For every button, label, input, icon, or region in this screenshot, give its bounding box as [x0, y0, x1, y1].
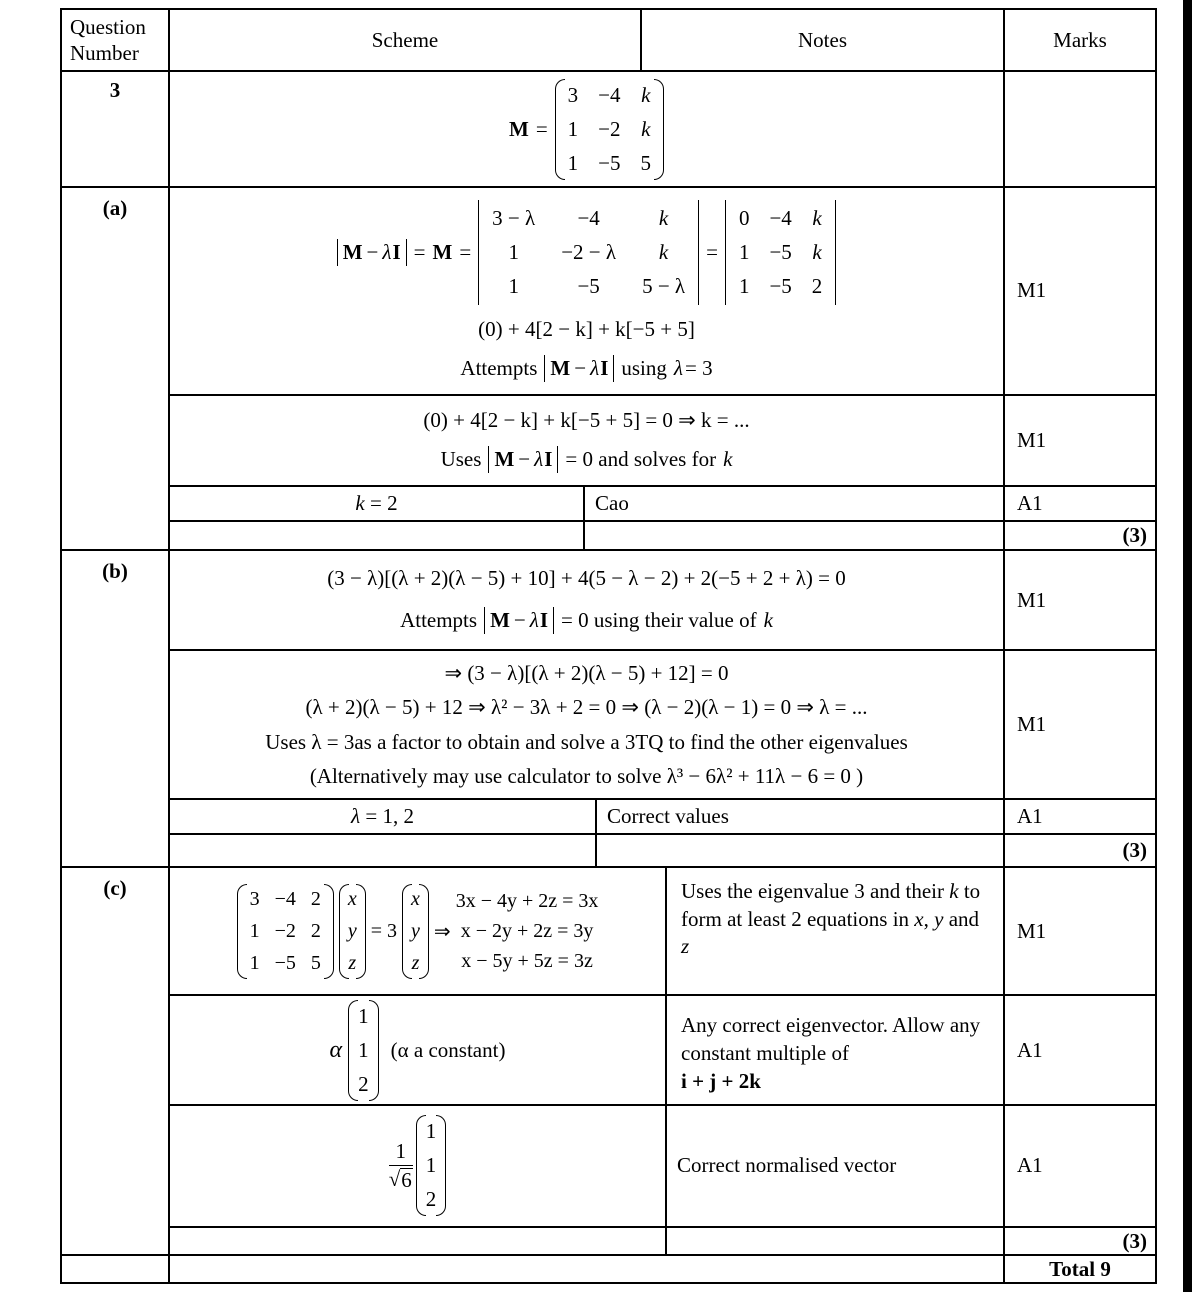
attempts-text: Attempts: [460, 355, 538, 380]
bold-I: I: [600, 355, 609, 380]
det-entry: 1: [508, 274, 519, 299]
vector-112: [416, 1114, 447, 1217]
part-b-row2-scheme: [168, 651, 1003, 798]
eigenvector-equation: [237, 883, 599, 980]
det-entry: −5: [577, 274, 600, 299]
notes-cell: [665, 996, 1003, 1103]
bold-I: I: [544, 446, 553, 471]
det-entry: −4: [769, 206, 792, 231]
part-b-label: (b): [102, 559, 128, 583]
vector-entry: 1: [358, 1003, 369, 1028]
vector-entry: z: [348, 951, 357, 974]
minus-sign: −: [366, 240, 379, 265]
solves-text: = 0 and solves for: [565, 446, 717, 471]
det-entry: k: [812, 240, 822, 265]
characteristic-equation: (3 − λ)[(λ + 2)(λ − 5) + 10] + 4(5 − λ − 2) + 2(−5 + 2 + λ) = 0: [327, 566, 846, 591]
matrix-definition: [509, 78, 664, 181]
marks-cell: A1: [1003, 800, 1155, 833]
radical-sign: √: [388, 1167, 401, 1192]
empty-question-cell: [62, 1256, 168, 1282]
minus-sign: −: [574, 355, 587, 380]
determinant-2: [725, 200, 836, 305]
note-text: Uses the eigenvalue 3 and their: [681, 879, 950, 903]
empty-scheme-cell: [168, 835, 595, 866]
marks-cell: M1: [1003, 868, 1155, 994]
using-their-k-text: = 0 using their value of: [561, 607, 757, 632]
k-answer: [355, 491, 397, 516]
lambda: λ: [529, 607, 539, 632]
part-c-row3-scheme: [168, 1106, 665, 1226]
matrix-entry: 1: [249, 951, 260, 974]
marks-cell: A1: [1003, 1106, 1155, 1226]
vector-112: [348, 999, 379, 1102]
part-b-answer-cell: [168, 800, 595, 833]
equals-3: = 3: [370, 919, 398, 942]
part-b: [62, 549, 1155, 866]
equation-3: x − 5y + 5z = 3z: [461, 949, 593, 972]
bold-M: M: [494, 446, 515, 471]
equals-sign: =: [459, 240, 472, 265]
determinant-1: [478, 200, 699, 305]
marks-cell: M1: [1003, 551, 1155, 649]
part-a-row2-scheme: [168, 396, 1003, 486]
i-j-2k-vector: i + j + 2k: [681, 1068, 761, 1093]
bold-M: M: [550, 355, 571, 380]
empty-notes-cell: [595, 835, 1003, 866]
marks-cell: M1: [1003, 188, 1155, 394]
matrix-entry: 1: [249, 919, 260, 942]
matrix-entry: 3: [249, 887, 260, 910]
marks-cell: [1003, 72, 1155, 186]
matrix-entry: −2: [274, 919, 296, 942]
det-entry: 1: [508, 240, 519, 265]
det-entry: 1: [738, 274, 750, 299]
det-entry: −4: [577, 206, 600, 231]
equals-3: = 3: [685, 355, 713, 380]
k-var: k: [723, 446, 733, 471]
answer-value: = 1, 2: [360, 804, 414, 829]
eigenvector-answer: [330, 999, 506, 1102]
equation-2: x − 2y + 2z = 3y: [460, 919, 594, 942]
part-a-label: (a): [102, 196, 128, 220]
marks-cell: A1: [1003, 996, 1155, 1103]
fraction-one-over-root-six: [389, 1140, 413, 1191]
part-c-label: (c): [103, 876, 127, 900]
bold-M: M: [342, 240, 363, 265]
simultaneous-equations: [456, 890, 599, 973]
alpha-var: α: [329, 1036, 343, 1063]
header-row: [62, 10, 1155, 70]
answer-value: = 2: [364, 491, 398, 516]
equation-1: 3x − 4y + 2z = 3x: [455, 889, 599, 912]
det-entry: 2: [811, 274, 823, 299]
det-entry: k: [812, 206, 822, 231]
det-entry: 3 − λ: [492, 206, 536, 231]
empty-scheme-cell: [168, 1228, 665, 1254]
matrix-symbol-M: M: [508, 116, 529, 141]
subtotal-marks: (3): [1003, 1228, 1155, 1254]
header-scheme: Scheme: [168, 10, 640, 70]
abs-M-minus-lambda-I: [488, 446, 558, 473]
solve-k-equation: (0) + 4[2 − k] + k[−5 + 5] = 0 ⇒ k = ...: [423, 408, 750, 433]
matrix-entry: 1: [567, 150, 579, 175]
vector-entry: x: [411, 887, 420, 910]
uses-text: Uses: [440, 446, 482, 471]
vector-xyz: [339, 883, 366, 980]
matrix-A: [237, 883, 334, 980]
matrix-entry: k: [641, 116, 651, 141]
bold-I: I: [539, 607, 549, 632]
part-c: [62, 866, 1155, 1254]
vector-entry: 1: [425, 1153, 437, 1178]
subtotal-marks: (3): [1003, 835, 1155, 866]
vector-entry: x: [347, 887, 357, 910]
minus-sign: −: [513, 607, 526, 632]
subtotal-marks: (3): [1003, 522, 1155, 549]
marks-cell: M1: [1003, 396, 1155, 486]
abs-M-minus-lambda-I: [337, 239, 407, 266]
matrix-entry: k: [641, 82, 651, 107]
vector-entry: y: [347, 919, 357, 942]
matrix-entry: 2: [310, 887, 321, 910]
vector-entry: 2: [425, 1187, 437, 1212]
header-question-number: Question Number: [70, 14, 146, 65]
equals-sign: =: [535, 116, 548, 141]
z-var: z: [681, 934, 690, 959]
x-var: x: [914, 906, 924, 931]
header-marks: Marks: [1003, 10, 1155, 70]
empty-total-cell: [168, 1256, 1003, 1282]
part-a-row1-scheme: [168, 188, 1003, 394]
lambda: λ: [590, 355, 600, 380]
equals-sign: =: [706, 240, 718, 265]
matrix-entry: −4: [598, 82, 621, 107]
matrix-entry: −5: [274, 951, 296, 974]
empty-notes-cell: [665, 1228, 1003, 1254]
equals-sign: =: [413, 240, 426, 265]
alpha-constant-note: (α a constant): [390, 1037, 506, 1062]
header-notes: Notes: [640, 10, 1003, 70]
vector-entry: z: [411, 951, 420, 974]
uses-factor-note: Uses λ = 3as a factor to obtain and solve a 3TQ to find the other eigenvalues: [265, 729, 908, 754]
vector-entry: 1: [425, 1119, 437, 1144]
lambda: λ: [673, 355, 683, 380]
matrix-entry: −5: [598, 150, 621, 175]
matrix-entry: 3: [567, 82, 579, 107]
det-entry: −5: [769, 274, 792, 299]
attempts-note: [400, 607, 773, 634]
det-entry: −2 − λ: [561, 240, 617, 265]
bold-I: I: [392, 240, 401, 265]
determinant-equation: [337, 200, 837, 305]
notes-cell: Cao: [583, 487, 1003, 520]
det-entry: 1: [738, 240, 750, 265]
lambda: λ: [534, 446, 544, 471]
page-edge-artifact: [1183, 0, 1192, 1292]
abs-M-minus-lambda-I: [484, 607, 554, 634]
notes-cell: Correct normalised vector: [665, 1106, 1003, 1226]
minus-sign: −: [518, 446, 531, 471]
part-a: [62, 186, 1155, 549]
det-entry: 5 − λ: [642, 274, 686, 299]
empty-scheme-cell: [168, 522, 583, 549]
expansion-line: (0) + 4[2 − k] + k[−5 + 5]: [478, 317, 695, 342]
k-var: k: [355, 491, 365, 516]
matrix-entry: −4: [274, 887, 296, 910]
attempts-text: Attempts: [400, 607, 478, 632]
k-var: k: [949, 879, 959, 903]
part-c-row2-scheme: [168, 996, 665, 1103]
uses-note: [441, 446, 733, 473]
question-number-label: 3: [109, 78, 121, 102]
total-row: [62, 1254, 1155, 1282]
using-text: using: [621, 355, 667, 380]
part-a-answer-cell: [168, 487, 583, 520]
matrix-M: [555, 78, 664, 181]
note-text: to form at least 2 equations in: [681, 879, 981, 931]
note-text: and: [943, 906, 980, 931]
matrix-entry: 5: [310, 951, 321, 974]
radicand: 6: [401, 1168, 412, 1193]
vector-xyz: [402, 883, 429, 980]
det-entry: k: [658, 206, 669, 231]
question-3-row: [62, 70, 1155, 186]
lambda: λ: [351, 804, 361, 829]
vector-entry: 1: [358, 1037, 369, 1062]
bold-M: M: [432, 240, 453, 265]
marks-cell: M1: [1003, 651, 1155, 798]
marks-cell: A1: [1003, 487, 1155, 520]
part-b-row1-scheme: [168, 551, 1003, 649]
bold-M: M: [490, 607, 510, 632]
y-var: y: [934, 906, 944, 931]
det-entry: k: [658, 240, 669, 265]
note-text: ,: [923, 906, 935, 931]
total-marks: Total 9: [1003, 1256, 1155, 1282]
factored-equation: ⇒ (3 − λ)[(λ + 2)(λ − 5) + 12] = 0: [444, 660, 729, 685]
eigenvector-note: Any correct eigenvector. Allow any constant multiple of: [681, 1013, 981, 1066]
vector-entry: 2: [358, 1071, 369, 1096]
attempts-note: [460, 355, 712, 382]
part-c-row1-scheme: [168, 868, 665, 994]
notes-cell: [665, 868, 1003, 994]
lambda-answer: [351, 804, 414, 829]
det-entry: −5: [769, 240, 792, 265]
det-entry: 0: [738, 206, 750, 231]
matrix-entry: 1: [567, 116, 579, 141]
matrix-definition-cell: [168, 72, 1003, 186]
numerator: 1: [389, 1140, 413, 1166]
matrix-entry: 5: [640, 150, 651, 175]
alternative-note: (Alternatively may use calculator to solve λ³ − 6λ² + 11λ − 6 = 0 ): [309, 763, 864, 788]
mark-scheme-table: [60, 8, 1157, 1284]
empty-notes-cell: [583, 522, 1003, 549]
normalised-vector: [389, 1114, 447, 1217]
abs-M-minus-lambda-I: [544, 355, 614, 382]
quadratic-solution: (λ + 2)(λ − 5) + 12 ⇒ λ² − 3λ + 2 = 0 ⇒ (λ − 2)(λ − 1) = 0 ⇒ λ = ...: [305, 695, 868, 720]
lambda: λ: [382, 240, 392, 265]
notes-cell: Correct values: [595, 800, 1003, 833]
matrix-entry: 2: [310, 919, 321, 942]
k-var: k: [763, 607, 773, 632]
implies-arrow: ⇒: [433, 920, 451, 943]
vector-entry: y: [411, 919, 420, 942]
matrix-entry: −2: [598, 116, 621, 141]
